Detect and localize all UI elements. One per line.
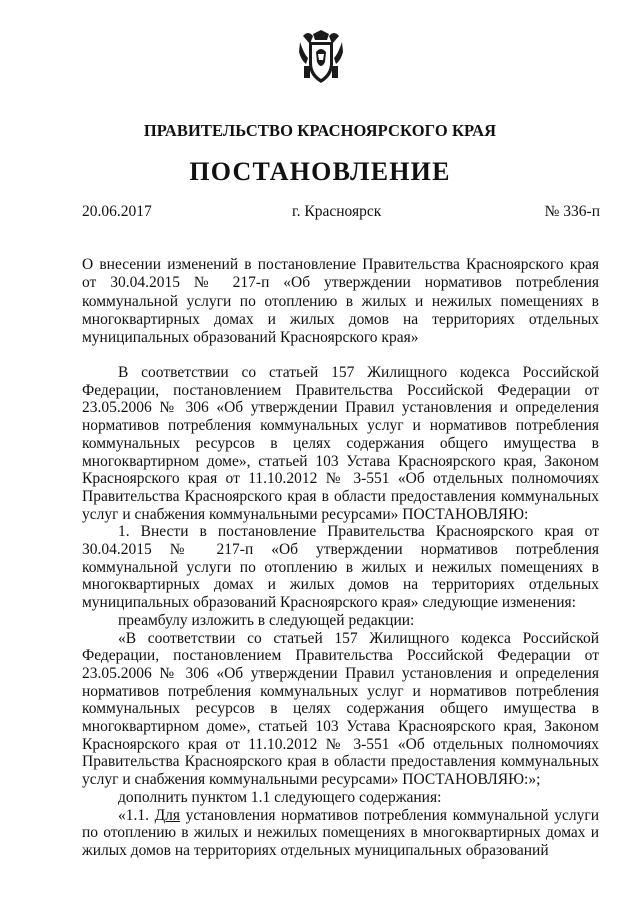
item-1-1-prefix: «1.1. [118, 806, 155, 824]
document-date: 20.06.2017 [82, 203, 152, 220]
organization-heading: ПРАВИТЕЛЬСТВО КРАСНОЯРСКОГО КРАЯ [143, 121, 497, 140]
item-1-1-paragraph [82, 807, 599, 860]
document-type-heading: ПОСТАНОВЛЕНИЕ [189, 157, 451, 186]
item-1-paragraph: 1. Внести в постановление Правительства Красноярского края от 30.04.2015 № 217-п «Об утверждении нормативов потребления коммунальной услуги по отоплению в жилых и нежилых помещениях в многоквартирных домах и жилых домов на территориях отдельных муниципальных образований Красноярского края» следующие изменения: [82, 523, 599, 612]
item-1-add-paragraph: дополнить пунктом 1.1 следующего содержания: [118, 788, 442, 806]
coat-of-arms-icon [298, 28, 344, 86]
document-number: № 336-п [544, 203, 600, 220]
new-preamble-paragraph: «В соответствии со статьей 157 Жилищного кодекса Российской Федерации, постановлением Правительства Российской Федерации от 23.05.2006 № 306 «Об утверждении Правил установления и определения нормативов потребления коммунальных услуг и нормативов потребления коммунальных ресурсов в целях содержания общего имущества в многоквартирном доме», статьей 103 Устава Красноярского края, Законом Красноярского края от 11.10.2012 № 3-551 «Об отдельных полномочиях Правительства Красноярского края в области предоставления коммунальных услуг и снабжения коммунальными ресурсами» ПОСТАНОВЛЯЮ:»; [82, 629, 599, 789]
item-1-1-underlined-word: Для [154, 806, 181, 824]
document-title: О внесении изменений в постановление Правительства Красноярского края от 30.04.2015 № 217-п «Об утверждении нормативов потребления коммунальной услуги по отоплению в жилых и нежилых помещениях в многоквартирных домах и жилых домов на территориях отдельных муниципальных образований Красноярского края» [82, 256, 599, 347]
item-1-intro-paragraph: преамбулу изложить в следующей редакции: [118, 611, 415, 629]
preamble-paragraph: В соответствии со статьей 157 Жилищного кодекса Российской Федерации, постановлением Правительства Российской Федерации от 23.05.2006 № 306 «Об утверждении Правил установления и определения нормативов потребления коммунальных услуг и нормативов потребления коммунальных ресурсов в целях содержания общего имущества в многоквартирном доме», статьей 103 Устава Красноярского края, Законом Красноярского края от 11.10.2012 № 3-551 «Об отдельных полномочиях Правительства Красноярского края в области предоставления коммунальных услуг и снабжения коммунальными ресурсами» ПОСТАНОВЛЯЮ: [82, 364, 599, 523]
document-body [82, 364, 599, 860]
document-city: г. Красноярск [292, 203, 382, 220]
item-1-1-text: установления нормативов потребления коммунальной услуги по отоплению в жилых и нежилых помещениях в многоквартирных домах и жилых домов на территориях отдельных муниципальных образований [82, 806, 599, 859]
